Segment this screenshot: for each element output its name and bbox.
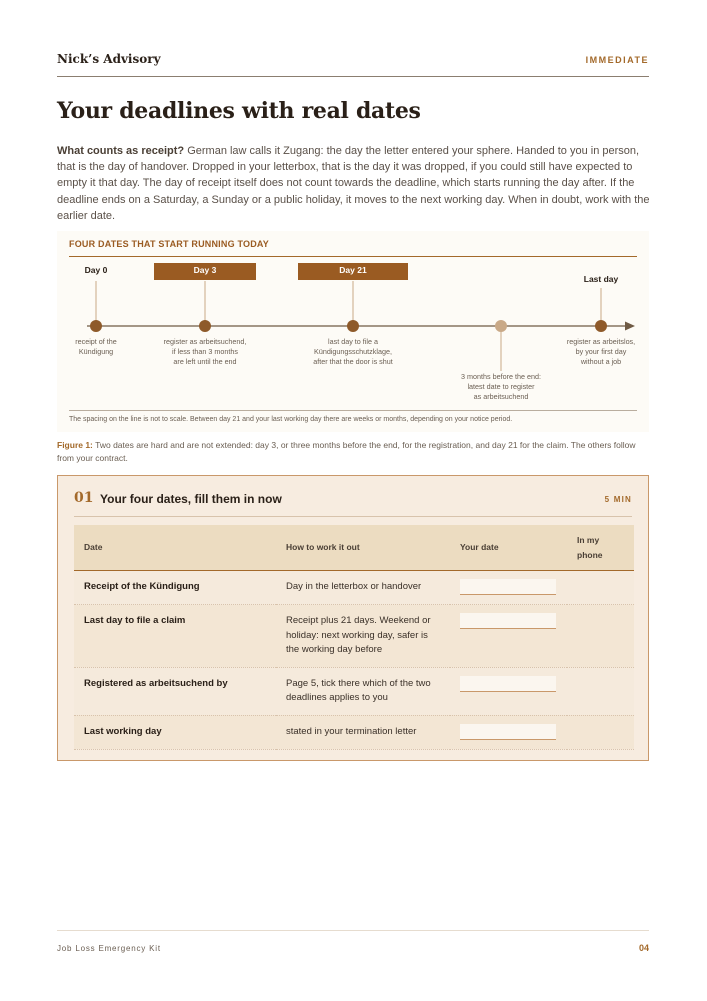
marker-description: after that the door is shut [313, 357, 393, 366]
marker-description: by your first day [575, 347, 627, 356]
column-header-in-phone-label: In my phone [577, 534, 603, 560]
marker-dot [595, 320, 607, 332]
marker-label: Last day [583, 274, 619, 284]
marker-description: latest date to register [467, 382, 535, 391]
table-row [74, 715, 634, 749]
marker-dot [199, 320, 211, 332]
row-how: Receipt plus 21 days. Weekend or holiday: next working day, safer is the working day before [276, 605, 450, 668]
row-how: Day in the letterbox or handover [276, 571, 450, 605]
figure-note: The spacing on the line is not to scale. Between day 21 and your last working day there are weeks or months, depending on your notice period. [69, 416, 513, 423]
marker-description: without a job [580, 357, 622, 366]
marker-dot [90, 320, 102, 332]
row-your-date-cell [450, 715, 567, 749]
footer-divider [57, 930, 649, 931]
marker-label: Day 0 [84, 265, 108, 275]
row-date-label: Last working day [74, 715, 276, 749]
marker-description: register as arbeitslos, [566, 337, 636, 346]
marker-description: Kündigungsschutzklage, [314, 347, 392, 356]
row-phone-cell [567, 715, 634, 749]
marker-dot [347, 320, 359, 332]
row-how: stated in your termination letter [276, 715, 450, 749]
footer-title: Job Loss Emergency Kit [57, 944, 161, 953]
intro-body: German law calls it Zugang: the day the letter entered your sphere. Handed to you in person, that is the day of handover. Dropped in your letterbox, that is the day it was dropped, if you could still have expected to empty it that day. The day of receipt itself does not count towards the deadline, which starts running the day after. If the deadline ends on a Saturday, a Sunday or a public holiday, it moves to the next working day. When in doubt, work with the earlier date. [57, 145, 650, 222]
marker-description: as arbeitsuchend [473, 392, 529, 401]
dates-table [74, 525, 634, 750]
figure-caption [57, 439, 649, 464]
marker-description: 3 months before the end: [461, 372, 541, 381]
marker-label: Day 3 [193, 265, 217, 275]
dates-worksheet-card [57, 475, 649, 761]
your-date-input[interactable] [460, 724, 556, 740]
marker-description: if less than 3 months [172, 347, 238, 356]
time-estimate: 5 MIN [604, 495, 632, 504]
row-your-date-cell [450, 667, 567, 715]
urgency-tag: IMMEDIATE [585, 55, 649, 65]
row-your-date-cell [450, 571, 567, 605]
timeline-figure [57, 231, 649, 432]
your-date-input[interactable] [460, 676, 556, 692]
table-header-row [74, 525, 634, 571]
marker-description: receipt of the [75, 337, 117, 346]
column-header-your-date: Your date [450, 525, 567, 571]
row-date-label: Registered as arbeitsuchend by [74, 667, 276, 715]
intro-lead: What counts as receipt? [57, 145, 185, 157]
column-header-how: How to work it out [276, 525, 450, 571]
row-how: Page 5, tick there which of the two deadlines applies to you [276, 667, 450, 715]
row-phone-cell [567, 571, 634, 605]
timeline-arrowhead [625, 322, 635, 331]
row-phone-cell [567, 605, 634, 668]
marker-dot [495, 320, 507, 332]
your-date-input[interactable] [460, 579, 556, 595]
table-row [74, 605, 634, 668]
marker-label: Day 21 [339, 265, 367, 275]
intro-paragraph [57, 143, 651, 224]
card-divider [74, 516, 632, 517]
header-divider [57, 76, 649, 77]
figure-title: FOUR DATES THAT START RUNNING TODAY [69, 239, 269, 249]
table-row [74, 571, 634, 605]
table-row [74, 667, 634, 715]
row-phone-cell [567, 667, 634, 715]
figure-note-rule [69, 410, 637, 411]
row-date-label: Receipt of the Kündigung [74, 571, 276, 605]
caption-text: Two dates are hard and are not extended: day 3, or three months before the end, for the registration, and day 21 for the claim. The others follow from your contract. [57, 440, 636, 463]
column-header-date: Date [74, 525, 276, 571]
card-title: Your four dates, fill them in now [100, 492, 282, 506]
caption-label: Figure 1: [57, 440, 93, 450]
marker-description: Kündigung [78, 347, 114, 356]
marker-description: last day to file a [328, 337, 378, 346]
row-date-label: Last day to file a claim [74, 605, 276, 668]
marker-description: are left until the end [173, 357, 237, 366]
your-date-input[interactable] [460, 613, 556, 629]
row-your-date-cell [450, 605, 567, 668]
card-number: 01 [74, 490, 94, 506]
column-header-in-phone [567, 525, 634, 571]
timeline-svg [57, 231, 649, 411]
marker-description: register as arbeitsuchend, [163, 337, 247, 346]
page-title: Your deadlines with real dates [57, 98, 421, 124]
brand-name: Nick’s Advisory [57, 52, 161, 66]
page-number: 04 [638, 943, 649, 953]
